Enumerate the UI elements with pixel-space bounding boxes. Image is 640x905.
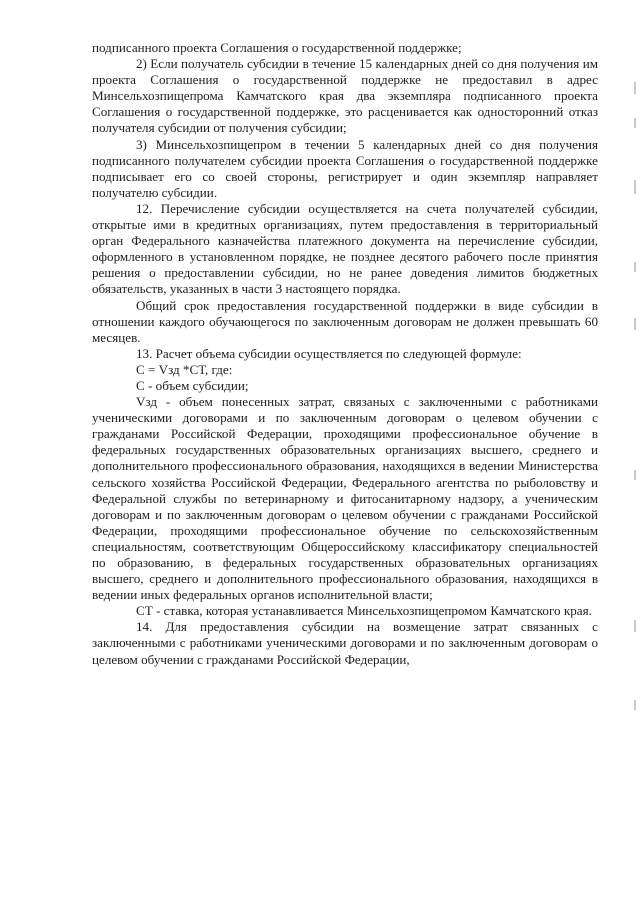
formula-line: С = Vзд *СТ, где: [136, 361, 233, 377]
formula-definition-vzd: Vзд - объем понесенных затрат, связаных с заключенными с работниками ученическими договорами и по заключенным договорам о целевом обучении с гражданами Российской Федерации, проходящими профессиональное обучение в федеральных государственных образовательных организациях высшего, среднего и дополнительного профессионального образования, находящихся в ведении Министерства сельского хозяйства Российской Федерации, Федерального агентства по рыболовству и Федеральной службы по ветеринарному и фитосанитарному надзору, а ученическим договорам и по заключенным договорам о целевом обучении с гражданами Российской Федерации, проходящими профессиональное обучение по сельскохозяйственным специальностям, соответствующим Общероссийскому классификатору специальностей по образованию, в федеральных государственных образовательных организациях высшего, среднего и дополнительного профессионального образования, находящихся в ведении иных федеральных органов исполнительной власти; [92, 394, 598, 603]
scan-edge-mark [634, 262, 636, 272]
scan-edge-mark [634, 620, 636, 632]
scan-edge-mark [634, 180, 636, 194]
scan-edge-mark [634, 82, 636, 94]
document-page [92, 40, 598, 668]
paragraph-support-term: Общий срок предоставления государственной поддержки в виде субсидии в отношении каждого обучающегося по заключенным договорам не должен превышать 60 месяцев. [92, 297, 598, 345]
paragraph-item-3-registration: 3) Минсельхозпищепром в течении 5 календарных дней со дня получения подписанного получателем субсидии проекта Соглашения о государственной поддержке подписывает его со своей стороны, регистрирует и один экземпляр направляет получателю субсидии. [92, 136, 598, 200]
paragraph-signed-draft-continuation: подписанного проекта Соглашения о государственной поддержке; [92, 40, 462, 55]
paragraph-section-12-transfer: 12. Перечисление субсидии осуществляется на счета получателей субсидии, открытые ими в кредитных организациях, путем предоставления в территориальный орган Федерального казначейства платежного документа на перечисление субсидии, оформленного в установленном порядке, не позднее десятого рабочего после принятия решения о предоставлении субсидии, но не ранее доведения лимитов бюджетных обязательств, указанных в части 3 настоящего порядка. [92, 200, 598, 297]
scan-edge-mark [634, 318, 636, 330]
scan-edge-mark [634, 118, 636, 128]
scan-edge-mark [634, 700, 636, 710]
paragraph-item-2-refusal: 2) Если получатель субсидии в течение 15 календарных дней со дня получения им проекта Соглашения о государственной поддержке не предоставил в адрес Минсельхозпищепрома Камчатского края два экземпляра подписанного проекта Соглашения о государственной поддержке, это расценивается как односторонний отказ получателя субсидии от получения субсидии; [92, 56, 598, 136]
scan-edge-mark [634, 470, 636, 480]
paragraph-section-13-formula-intro: 13. Расчет объема субсидии осуществляется по следующей формуле: [136, 345, 522, 361]
formula-definition-c: С - объем субсидии; [136, 377, 249, 393]
formula-definition-st: СТ - ставка, которая устанавливается Минсельхозпищепромом Камчатского края. [136, 603, 592, 619]
paragraph-section-14-start: 14. Для предоставления субсидии на возмещение затрат связанных с заключенными с работниками ученическими договорами и по заключенным договорам о целевом обучении с гражданами Российской Федерации, [92, 619, 598, 667]
